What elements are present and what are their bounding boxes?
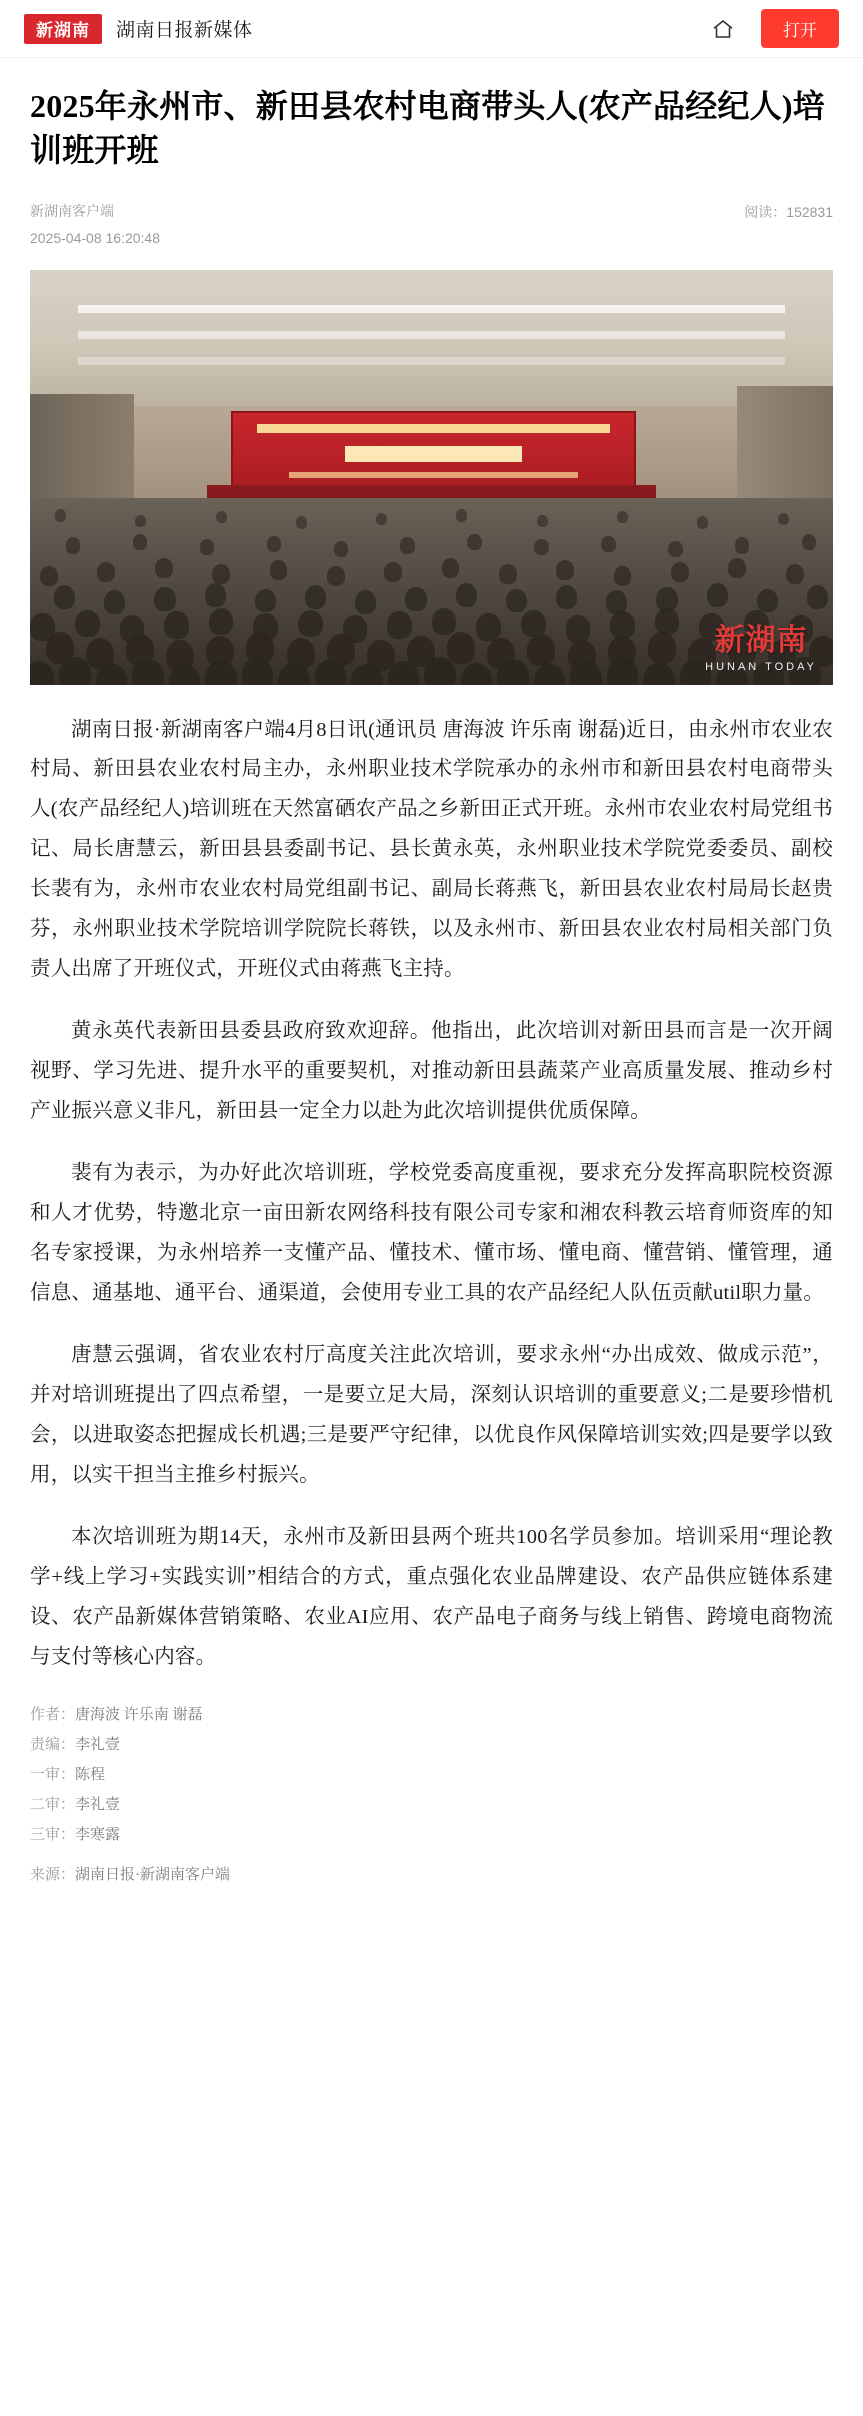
credit-row [30,1730,833,1760]
credit-label: 三审： [30,1826,76,1843]
open-app-button[interactable]: 打开 [761,9,839,48]
meta-left [30,198,160,251]
article-paragraph: 本次培训班为期14天，永州市及新田县两个班共100名学员参加。培训采用“理论教学+线上学习+实践实训”相结合的方式，重点强化农业品牌建设、农产品供应链体系建设、农产品新媒体营销策略、农业AI应用、农产品电子商务与线上销售、跨境电商物流与支付等核心内容。 [30,1525,833,1668]
credit-label: 二审： [30,1796,76,1813]
source-row [30,1860,833,1890]
credit-value: 李礼壹 [75,1736,121,1753]
credit-value: 唐海波 许乐南 谢磊 [75,1706,203,1723]
article-meta [30,198,833,251]
article-paragraph: 裴有为表示，为办好此次培训班，学校党委高度重视，要求充分发挥高职院校资源和人才优势，特邀北京一亩田新农网络科技有限公司专家和湘农科教云培育师资库的知名专家授课，为永州培养一支懂产品、懂技术、懂市场、懂电商、懂营销、懂管理，通信息、通基地、通平台、通渠道，会使用专业工具的农产品经纪人队伍贡献util职力量。 [30,1162,833,1305]
source-label: 来源： [30,1866,76,1883]
article-paragraph: 唐慧云强调，省农业农村厅高度关注此次培训，要求永州“办出成效、做成示范”，并对培训班提出了四点希望，一是要立足大局，深刻认识培训的重要意义;二是要珍惜机会，以进取姿态把握成长机遇;三是要严守纪律，以优良作风保障培训实效;四是要学以致用，以实干担当主推乡村振兴。 [30,1344,833,1486]
read-count: 阅读：152831 [744,204,833,221]
hero-ceiling [30,270,833,407]
brand-name: 湖南日报新媒体 [116,20,253,41]
home-icon[interactable] [711,17,735,41]
credit-label: 一审： [30,1766,76,1783]
credit-row [30,1760,833,1790]
credit-label: 作者： [30,1706,76,1723]
source-value: 湖南日报·新湖南客户端 [75,1866,231,1883]
article-datetime: 2025-04-08 16:20:48 [30,229,160,246]
top-bar-actions [711,9,839,48]
credit-row [30,1700,833,1730]
hero-watermark [705,615,817,673]
hero-image [30,270,833,685]
article-paragraph: 黄永英代表新田县委县政府致欢迎辞。他指出，此次培训对新田县而言是一次开阔视野、学习先进、提升水平的重要契机，对推动新田县蔬菜产业高质量发展、推动乡村产业振兴意义非凡，新田县一定全力以赴为此次培训提供优质保障。 [30,1020,833,1123]
credit-label: 责编： [30,1736,76,1753]
brand-logo[interactable]: 新湖南 [24,14,102,44]
credit-value: 李礼壹 [75,1796,121,1813]
page-title: 2025年永州市、新田县农村电商带头人(农产品经纪人)培训班开班 [30,88,825,169]
article-source: 新湖南客户端 [30,203,114,220]
article-credits [30,1700,833,1900]
credit-value: 李寒露 [75,1826,121,1843]
footer-spacer [0,1900,863,1906]
watermark-en: HUNAN TODAY [705,660,817,673]
article-body [0,58,863,1900]
watermark-cn: 新湖南 [714,623,808,657]
credit-row [30,1790,833,1820]
credit-value: 陈程 [75,1766,106,1783]
top-bar [0,0,863,58]
credit-row [30,1820,833,1850]
article-paragraph: 湖南日报·新湖南客户端4月8日讯(通讯员 唐海波 许乐南 谢磊)近日，由永州市农业农村局、新田县农业农村局主办，永州职业技术学院承办的永州市和新田县农村电商带头人(农产品经纪人)培训班在天然富硒农产品之乡新田正式开班。永州市农业农村局党组书记、局长唐慧云，新田县县委副书记、县长黄永英，永州职业技术学院党委委员、副校长裴有为，永州市农业农村局党组副书记、副局长蒋燕飞，新田县农业农村局局长赵贵芬，永州职业技术学院培训学院院长蒋铁，以及永州市、新田县农业农村局相关部门负责人出席了开班仪式，开班仪式由蒋燕飞主持。 [30,718,833,981]
